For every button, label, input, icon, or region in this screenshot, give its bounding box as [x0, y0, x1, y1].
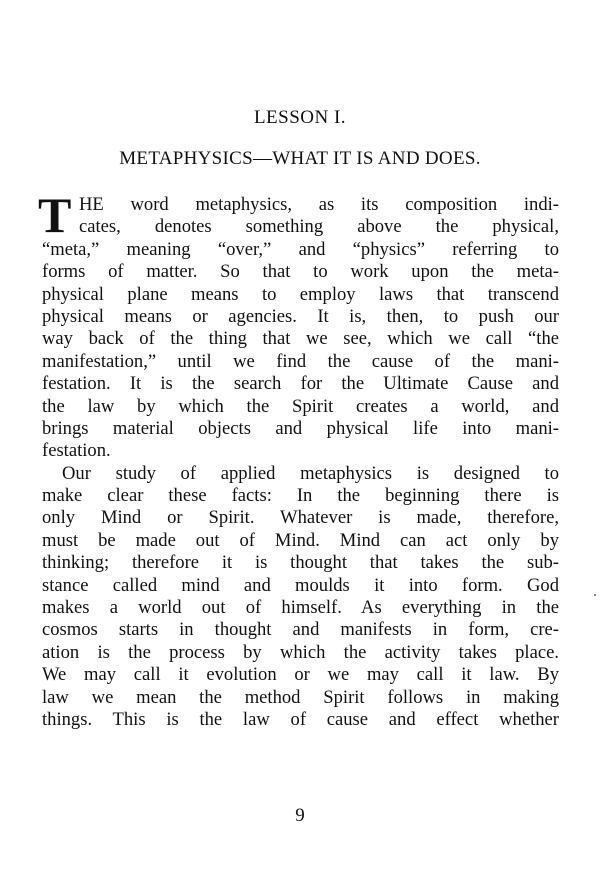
text-line: forms of matter. So that to work upon the meta-	[42, 261, 559, 283]
text-line: HE word metaphysics, as its composition indi-	[79, 194, 559, 215]
chapter-title: METAPHYSICS—WHAT IT IS AND DOES.	[119, 148, 481, 169]
text-line: We may call it evolution or we may call it law. By	[42, 664, 559, 686]
text-line: make clear these facts: In the beginning there is	[42, 485, 559, 507]
text-line: Our study of applied metaphysics is designed to	[62, 462, 559, 484]
text-line: cosmos starts in thought and manifests in form, cre-	[42, 619, 559, 641]
lesson-heading: LESSON I.	[253, 107, 347, 128]
scan-speck	[594, 594, 596, 596]
text-line: way back of the thing that we see, which we call “the	[42, 328, 559, 350]
text-line: the law by which the Spirit creates a world, and	[42, 395, 559, 417]
drop-cap: T	[38, 187, 72, 243]
text-line: physical means or agencies. It is, then, to push our	[42, 305, 559, 327]
body-text	[38, 187, 559, 731]
text-line: festation. It is the search for the Ultimate Cause and	[42, 373, 559, 395]
text-line: law we mean the method Spirit follows in making	[42, 686, 559, 708]
text-line: stance called mind and moulds it into form. God	[42, 574, 559, 596]
text-line: brings material objects and physical life into mani-	[42, 417, 559, 439]
text-line: ation is the process by which the activity takes place.	[42, 641, 559, 663]
text-line: only Mind or Spirit. Whatever is made, therefore,	[42, 507, 559, 529]
text-line: thinking; therefore it is thought that takes the sub-	[42, 552, 559, 574]
text-line: must be made out of Mind. Mind can act only by	[42, 529, 559, 551]
text-line: cates, denotes something above the physical,	[79, 216, 559, 238]
text-line: “meta,” meaning “over,” and “physics” referring to	[42, 238, 559, 260]
text-line: makes a world out of himself. As everything in the	[42, 597, 559, 619]
text-line: manifestation,” until we find the cause of the mani-	[42, 350, 559, 372]
text-line: things. This is the law of cause and effect whether	[42, 708, 559, 730]
text-line: festation.	[42, 440, 111, 462]
text-line: physical plane means to employ laws that transcend	[42, 283, 559, 305]
page-number: 9	[295, 805, 305, 826]
